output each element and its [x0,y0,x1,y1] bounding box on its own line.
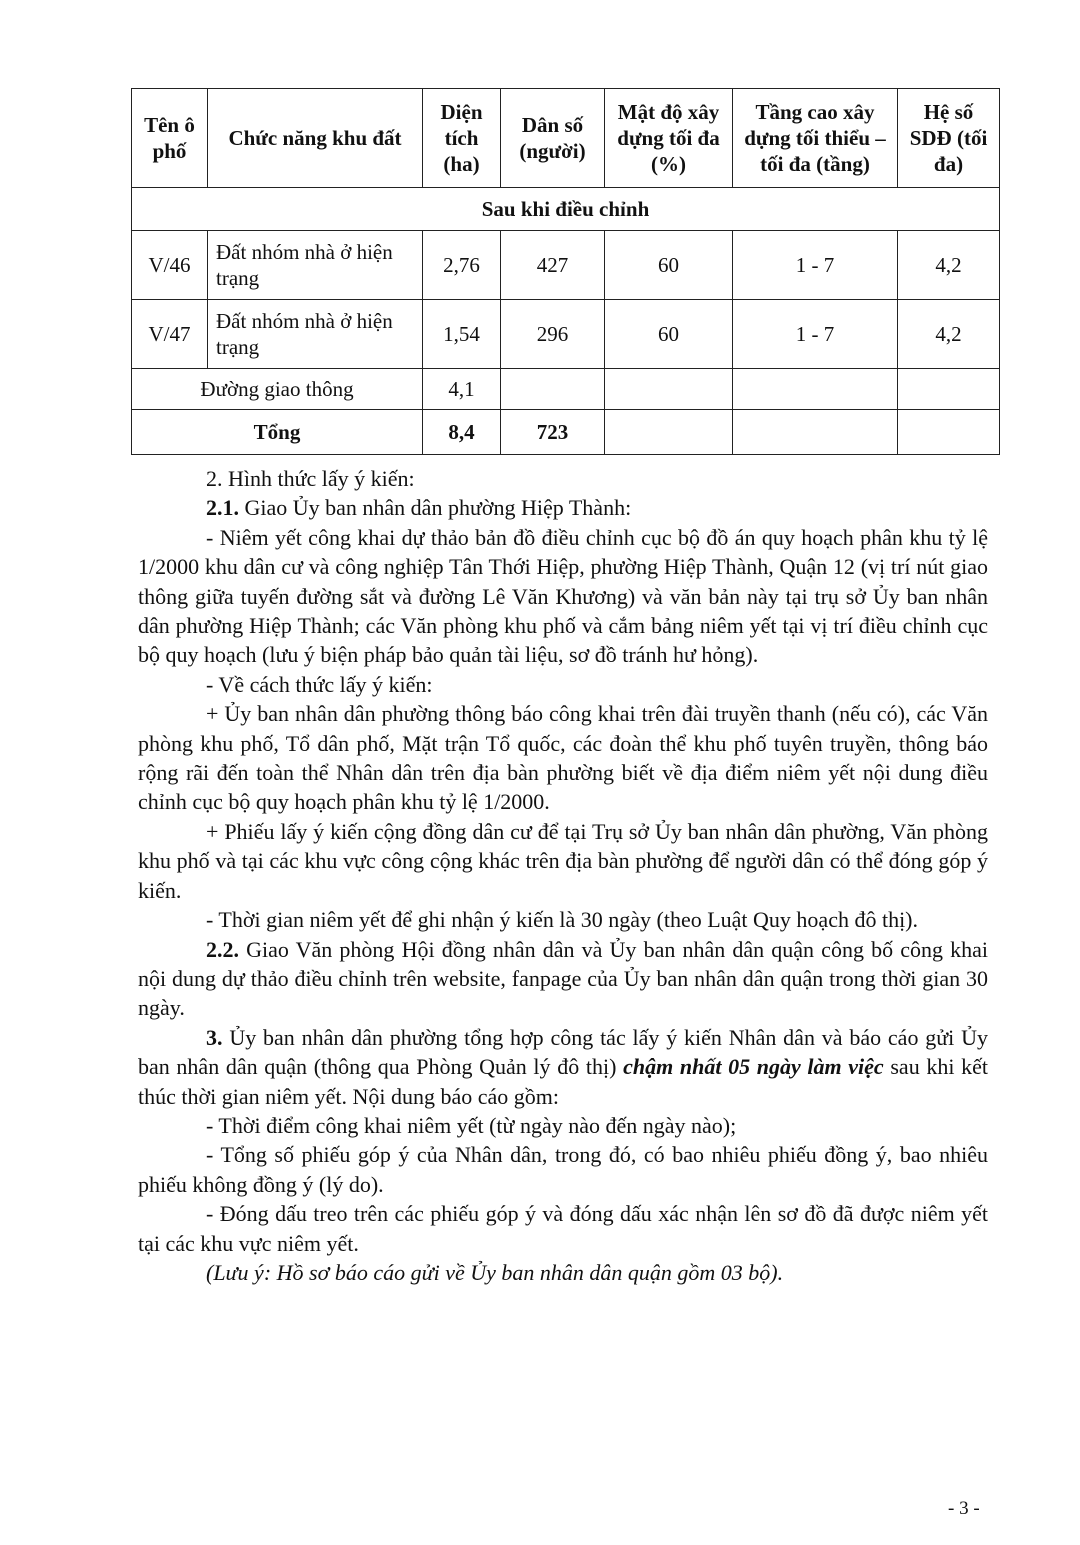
total-area: 8,4 [423,410,501,455]
empty-cell [605,410,733,455]
section-3-text-b: sau khi kết thúc thời gian niêm yết. Nội dung báo cáo gồm: [138,1054,988,1109]
cell-block: V/46 [132,231,208,300]
section-2-2-text: Giao Văn phòng Hội đồng nhân dân và Ủy ban nhân dân quận công bố công khai nội dung dự thảo điều chỉnh trên website, fanpage của Ủy ban nhân dân quận trong thời gian 30 ngày. [138,936,988,1021]
total-population: 723 [501,410,605,455]
cell-function: Đất nhóm nhà ở hiện trạng [208,231,423,300]
cell-floors: 1 - 7 [733,231,898,300]
table-row [132,231,1000,300]
section-title: Sau khi điều chỉnh [132,188,1000,231]
section-3 [138,1023,988,1111]
header-density: Mật độ xây dựng tối đa (%) [605,89,733,188]
cell-area: 2,76 [423,231,501,300]
cell-floors: 1 - 7 [733,300,898,369]
header-far: Hệ số SDĐ (tối đa) [898,89,1000,188]
paragraph: - Niêm yết công khai dự thảo bản đồ điều chỉnh cục bộ đồ án quy hoạch phân khu tỷ lệ 1/2000 khu dân cư và công nghiệp Tân Thới Hiệp, phường Hiệp Thành, Quận 12 (vị trí nút giao thông giữa tuyến đường sắt và đường Lê Văn Khương) và văn bản này tại trụ sở Ủy ban nhân dân phường Hiệp Thành; các Văn phòng khu phố và cắm bảng niêm yết tại vị trí điều chỉnh cục bộ quy hoạch (lưu ý biện pháp bảo quản tài liệu, sơ đồ tránh hư hỏng). [138,524,988,668]
paragraph: + Ủy ban nhân dân phường thông báo công khai trên đài truyền thanh (nếu có), các Văn phòng khu phố, Tổ dân phố, Mặt trận Tổ quốc, các đoàn thể khu phố tuyên truyền, thông báo rộng rãi đến toàn thể Nhân dân trên địa bàn phường biết về địa điểm niêm yết nội dung điều chỉnh cục bộ quy hoạch phân khu tỷ lệ 1/2000. [138,701,988,815]
table-road-row [132,369,1000,410]
header-block: Tên ô phố [132,89,208,188]
table-section-row [132,188,1000,231]
body-text [138,464,988,1287]
section-2-2 [138,935,988,1023]
section-3-deadline: chậm nhất 05 ngày làm việc [623,1054,884,1080]
road-area: 4,1 [423,369,501,410]
paragraph: - Thời điểm công khai niêm yết (từ ngày nào đến ngày nào); [206,1112,737,1138]
header-function: Chức năng khu đất [208,89,423,188]
cell-area: 1,54 [423,300,501,369]
road-label: Đường giao thông [132,369,423,410]
empty-cell [733,369,898,410]
cell-density: 60 [605,231,733,300]
paragraph: - Về cách thức lấy ý kiến: [206,671,433,697]
cell-population: 427 [501,231,605,300]
cell-density: 60 [605,300,733,369]
section-2-heading: 2. Hình thức lấy ý kiến: [206,466,415,491]
header-floors: Tầng cao xây dựng tối thiểu – tối đa (tầng) [733,89,898,188]
paragraph: - Tổng số phiếu góp ý của Nhân dân, trong đó, có bao nhiêu phiếu đồng ý, bao nhiêu phiếu không đồng ý (lý do). [138,1142,988,1197]
cell-far: 4,2 [898,231,1000,300]
paragraph: + Phiếu lấy ý kiến cộng đồng dân cư để tại Trụ sở Ủy ban nhân dân phường, Văn phòng khu phố và tại các khu vực công cộng khác trên địa bàn phường để người dân có thể đóng góp ý kiến. [138,818,988,903]
cell-function: Đất nhóm nhà ở hiện trạng [208,300,423,369]
empty-cell [605,369,733,410]
section-3-text-a: Ủy ban nhân dân phường tổng hợp công tác lấy ý kiến Nhân dân và báo cáo gửi Ủy ban nhân dân quận (thông qua Phòng Quản lý đô thị) [138,1024,988,1080]
table-total-row [132,410,1000,455]
cell-population: 296 [501,300,605,369]
section-2-1-text: Giao Ủy ban nhân dân phường Hiệp Thành: [239,495,632,521]
section-2-1-number: 2.1. [206,495,239,521]
header-area: Diện tích (ha) [423,89,501,188]
cell-far: 4,2 [898,300,1000,369]
cell-block: V/47 [132,300,208,369]
note: (Lưu ý: Hồ sơ báo cáo gửi về Ủy ban nhân dân quận gồm 03 bộ). [206,1259,784,1285]
paragraph: - Thời gian niêm yết để ghi nhận ý kiến là 30 ngày (theo Luật Quy hoạch đô thị). [206,907,919,933]
empty-cell [733,410,898,455]
land-use-table [131,88,1000,455]
table-row [132,300,1000,369]
empty-cell [898,369,1000,410]
page-number: - 3 - [948,1498,980,1519]
section-2-1 [138,493,988,522]
empty-cell [501,369,605,410]
paragraph: - Đóng dấu treo trên các phiếu góp ý và đóng dấu xác nhận lên sơ đồ đã được niêm yết tại các khu vực niêm yết. [138,1201,988,1256]
empty-cell [898,410,1000,455]
header-population: Dân số (người) [501,89,605,188]
section-3-number: 3. [206,1024,223,1050]
section-2-2-number: 2.2. [206,936,239,962]
table-header-row [132,89,1000,188]
total-label: Tổng [132,410,423,455]
